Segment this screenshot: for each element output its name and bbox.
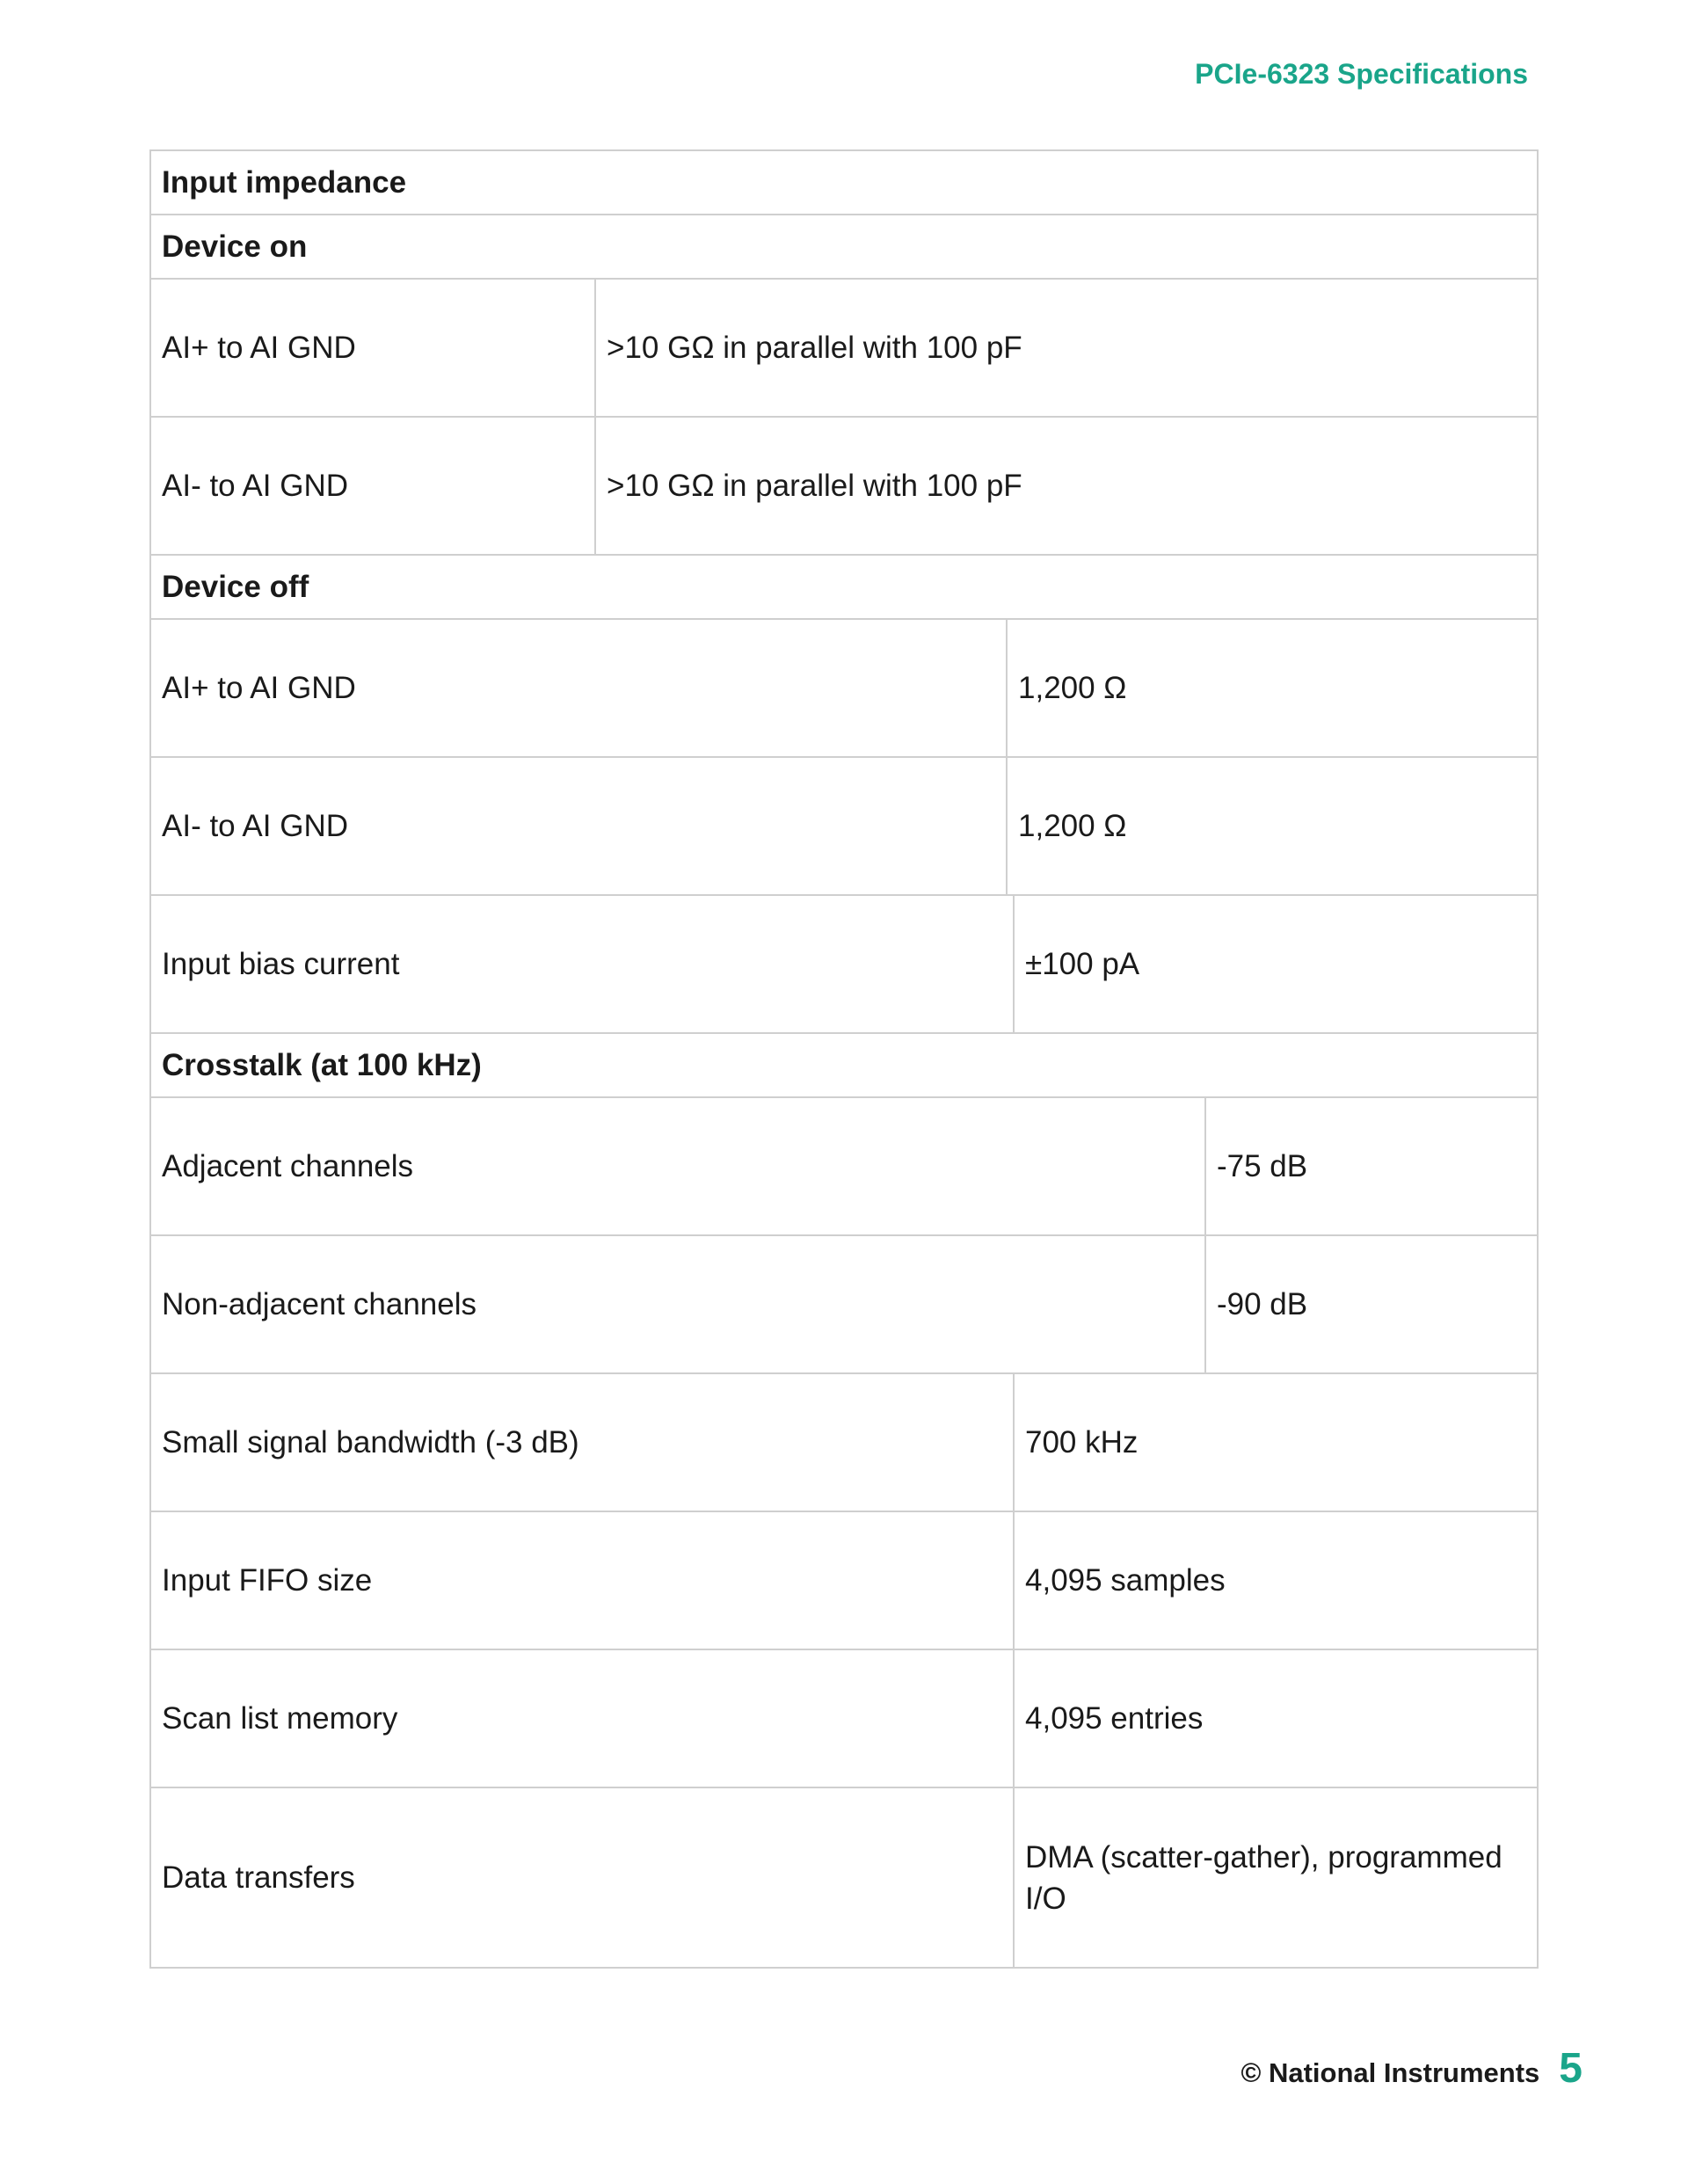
section-row-device-off [151, 556, 1539, 620]
spec-label: Small signal bandwidth (-3 dB) [151, 1374, 1015, 1511]
page-footer [1241, 2044, 1582, 2093]
spec-label: AI- to AI GND [151, 418, 596, 554]
table-row [151, 758, 1539, 896]
section-heading: Input impedance [151, 151, 1539, 214]
page-number: 5 [1559, 2045, 1582, 2092]
table-row [151, 1374, 1539, 1512]
spec-table [149, 149, 1539, 1969]
spec-label: Adjacent channels [151, 1098, 1206, 1234]
spec-label: Input FIFO size [151, 1512, 1015, 1649]
section-row-device-on [151, 215, 1539, 280]
table-row [151, 418, 1539, 556]
spec-value: 700 kHz [1015, 1374, 1539, 1511]
section-row-crosstalk [151, 1034, 1539, 1098]
spec-value: 4,095 entries [1015, 1650, 1539, 1787]
spec-value: 1,200 Ω [1008, 758, 1539, 894]
table-row [151, 1236, 1539, 1374]
spec-label: Data transfers [151, 1788, 1015, 1967]
spec-value: -90 dB [1206, 1236, 1539, 1372]
footer-copyright: © National Instruments [1241, 2057, 1540, 2088]
page-header-title: PCIe-6323 Specifications [1195, 58, 1528, 90]
spec-value: 4,095 samples [1015, 1512, 1539, 1649]
spec-value: >10 GΩ in parallel with 100 pF [596, 280, 1539, 416]
spec-label: Input bias current [151, 896, 1015, 1032]
table-row [151, 1098, 1539, 1236]
spec-label: AI- to AI GND [151, 758, 1008, 894]
table-row [151, 1512, 1539, 1650]
spec-value: 1,200 Ω [1008, 620, 1539, 756]
spec-label: Non-adjacent channels [151, 1236, 1206, 1372]
table-row [151, 896, 1539, 1034]
section-row-input-impedance [151, 151, 1539, 215]
spec-label: Scan list memory [151, 1650, 1015, 1787]
spec-label: AI+ to AI GND [151, 280, 596, 416]
section-heading: Device on [151, 215, 1539, 278]
spec-value-line: DMA (scatter-gather), programmed [1025, 1839, 1502, 1875]
spec-value: ±100 pA [1015, 896, 1539, 1032]
table-row [151, 1788, 1539, 1969]
table-row [151, 620, 1539, 758]
spec-label: AI+ to AI GND [151, 620, 1008, 756]
spec-value-line: I/O [1025, 1881, 1066, 1916]
spec-value [1015, 1788, 1539, 1967]
table-row [151, 280, 1539, 418]
section-heading: Crosstalk (at 100 kHz) [151, 1034, 1539, 1096]
section-heading: Device off [151, 556, 1539, 618]
spec-value: -75 dB [1206, 1098, 1539, 1234]
table-row [151, 1650, 1539, 1788]
spec-value: >10 GΩ in parallel with 100 pF [596, 418, 1539, 554]
